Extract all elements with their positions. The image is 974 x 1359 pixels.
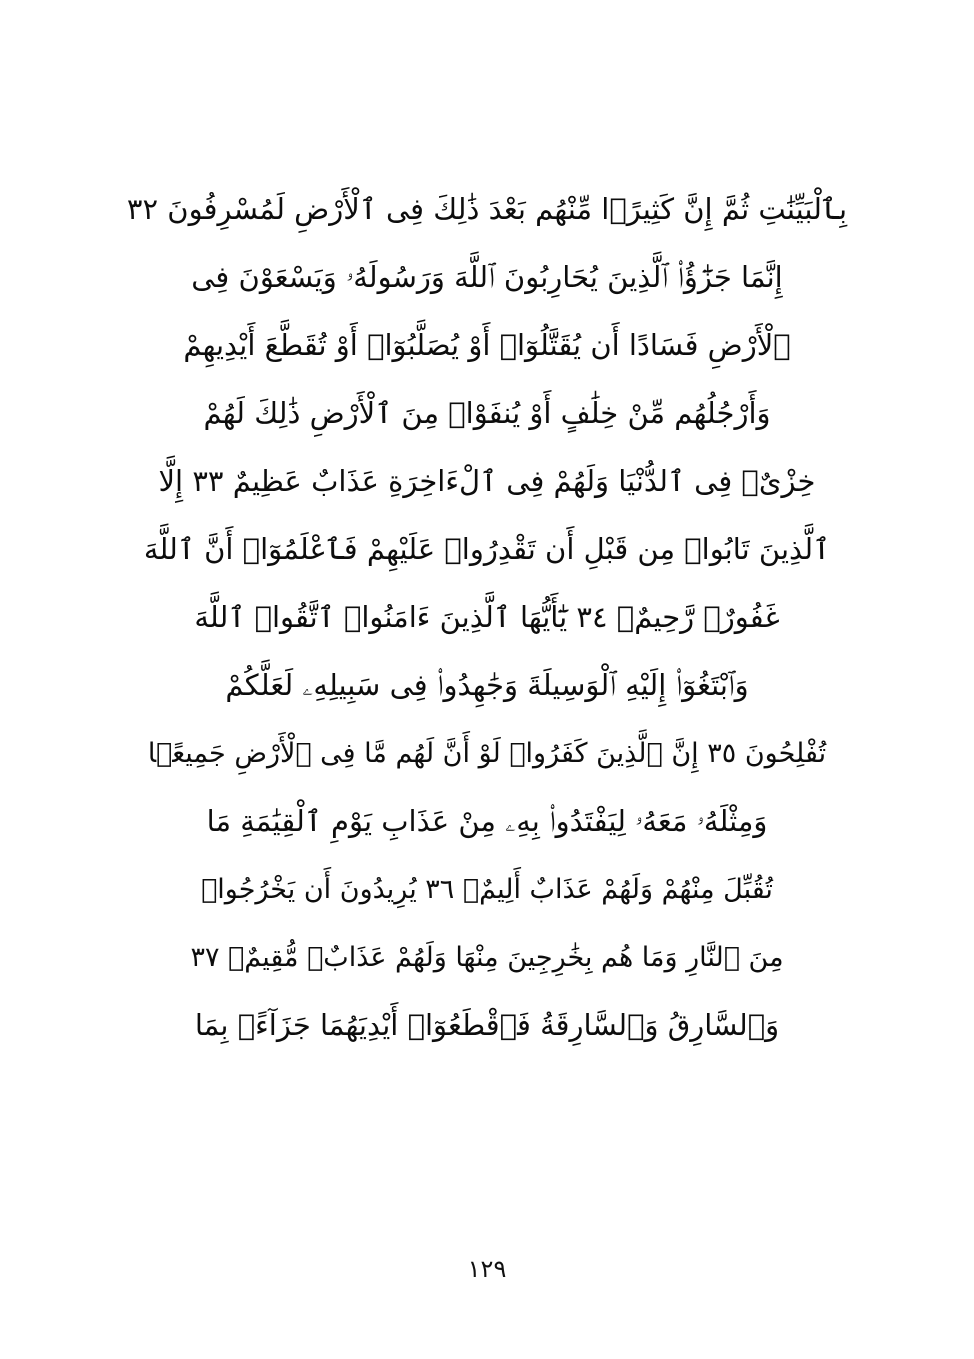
surah-name <box>0 0 1 1</box>
text-line: إِنَّمَا جَزَٰٓؤُا۟ ٱلَّذِينَ يُحَارِبُونَ ٱللَّهَ وَرَسُولَهُۥ وَيَسْعَوْنَ فِى <box>191 259 783 294</box>
text-line: بِٱلْبَيِّنَٰتِ ثُمَّ إِنَّ كَثِيرًۭا مِّنْهُم بَعْدَ ذَٰلِكَ فِى ٱلْأَرْضِ لَمُسْرِفُونَ ٣٢ <box>126 191 848 226</box>
text-line: وَأَرْجُلُهُم مِّنْ خِلَٰفٍ أَوْ يُنفَوْا۟ مِنَ ٱلْأَرْضِ ذَٰلِكَ لَهُمْ <box>203 395 771 430</box>
page-number: ١٢٩ <box>467 1255 507 1283</box>
text-line: مِنَ ٱلنَّارِ وَمَا هُم بِخَٰرِجِينَ مِنْهَا وَلَهُمْ عَذَابٌۭ مُّقِيمٌۭ ٣٧ <box>190 941 784 973</box>
text-line: خِزْىٌۭ فِى ٱلدُّنْيَا وَلَهُمْ فِى ٱلْءَاخِرَةِ عَذَابٌ عَظِيمٌ ٣٣ إِلَّا <box>158 463 816 498</box>
text-line: تُقُبِّلَ مِنْهُمْ وَلَهُمْ عَذَابٌ أَلِيمٌۭ ٣٦ يُرِيدُونَ أَن يَخْرُجُوا۟ <box>201 873 773 905</box>
text-line: تُفْلِحُونَ ٣٥ إِنَّ ٱلَّذِينَ كَفَرُوا۟ لَوْ أَنَّ لَهُم مَّا فِى ٱلْأَرْضِ جَمِيعًۭا <box>147 737 827 769</box>
text-line: ٱلْأَرْضِ فَسَادًا أَن يُقَتَّلُوٓا۟ أَوْ يُصَلَّبُوٓا۟ أَوْ تُقَطَّعَ أَيْدِيهِمْ <box>183 327 791 362</box>
text-line: وَٱلسَّارِقُ وَٱلسَّارِقَةُ فَٱقْطَعُوٓا۟ أَيْدِيَهُمَا جَزَآءًۢ بِمَا <box>194 1007 780 1042</box>
text-line: وَٱبْتَغُوٓا۟ إِلَيْهِ ٱلْوَسِيلَةَ وَجَٰهِدُوا۟ فِى سَبِيلِهِۦ لَعَلَّكُمْ <box>225 667 749 702</box>
text-line: غَفُورٌۭ رَّحِيمٌۭ ٣٤ يَٰٓأَيُّهَا ٱلَّذِينَ ءَامَنُوا۟ ٱتَّقُوا۟ ٱللَّهَ <box>194 599 780 634</box>
quran-text-block <box>126 175 848 1059</box>
text-line: ٱلَّذِينَ تَابُوا۟ مِن قَبْلِ أَن تَقْدِرُوا۟ عَلَيْهِمْ فَٱعْلَمُوٓا۟ أَنَّ ٱللَّهَ <box>143 531 831 566</box>
text-line: وَمِثْلَهُۥ مَعَهُۥ لِيَفْتَدُوا۟ بِهِۦ مِنْ عَذَابِ يَوْمِ ٱلْقِيَٰمَةِ مَا <box>206 803 768 838</box>
